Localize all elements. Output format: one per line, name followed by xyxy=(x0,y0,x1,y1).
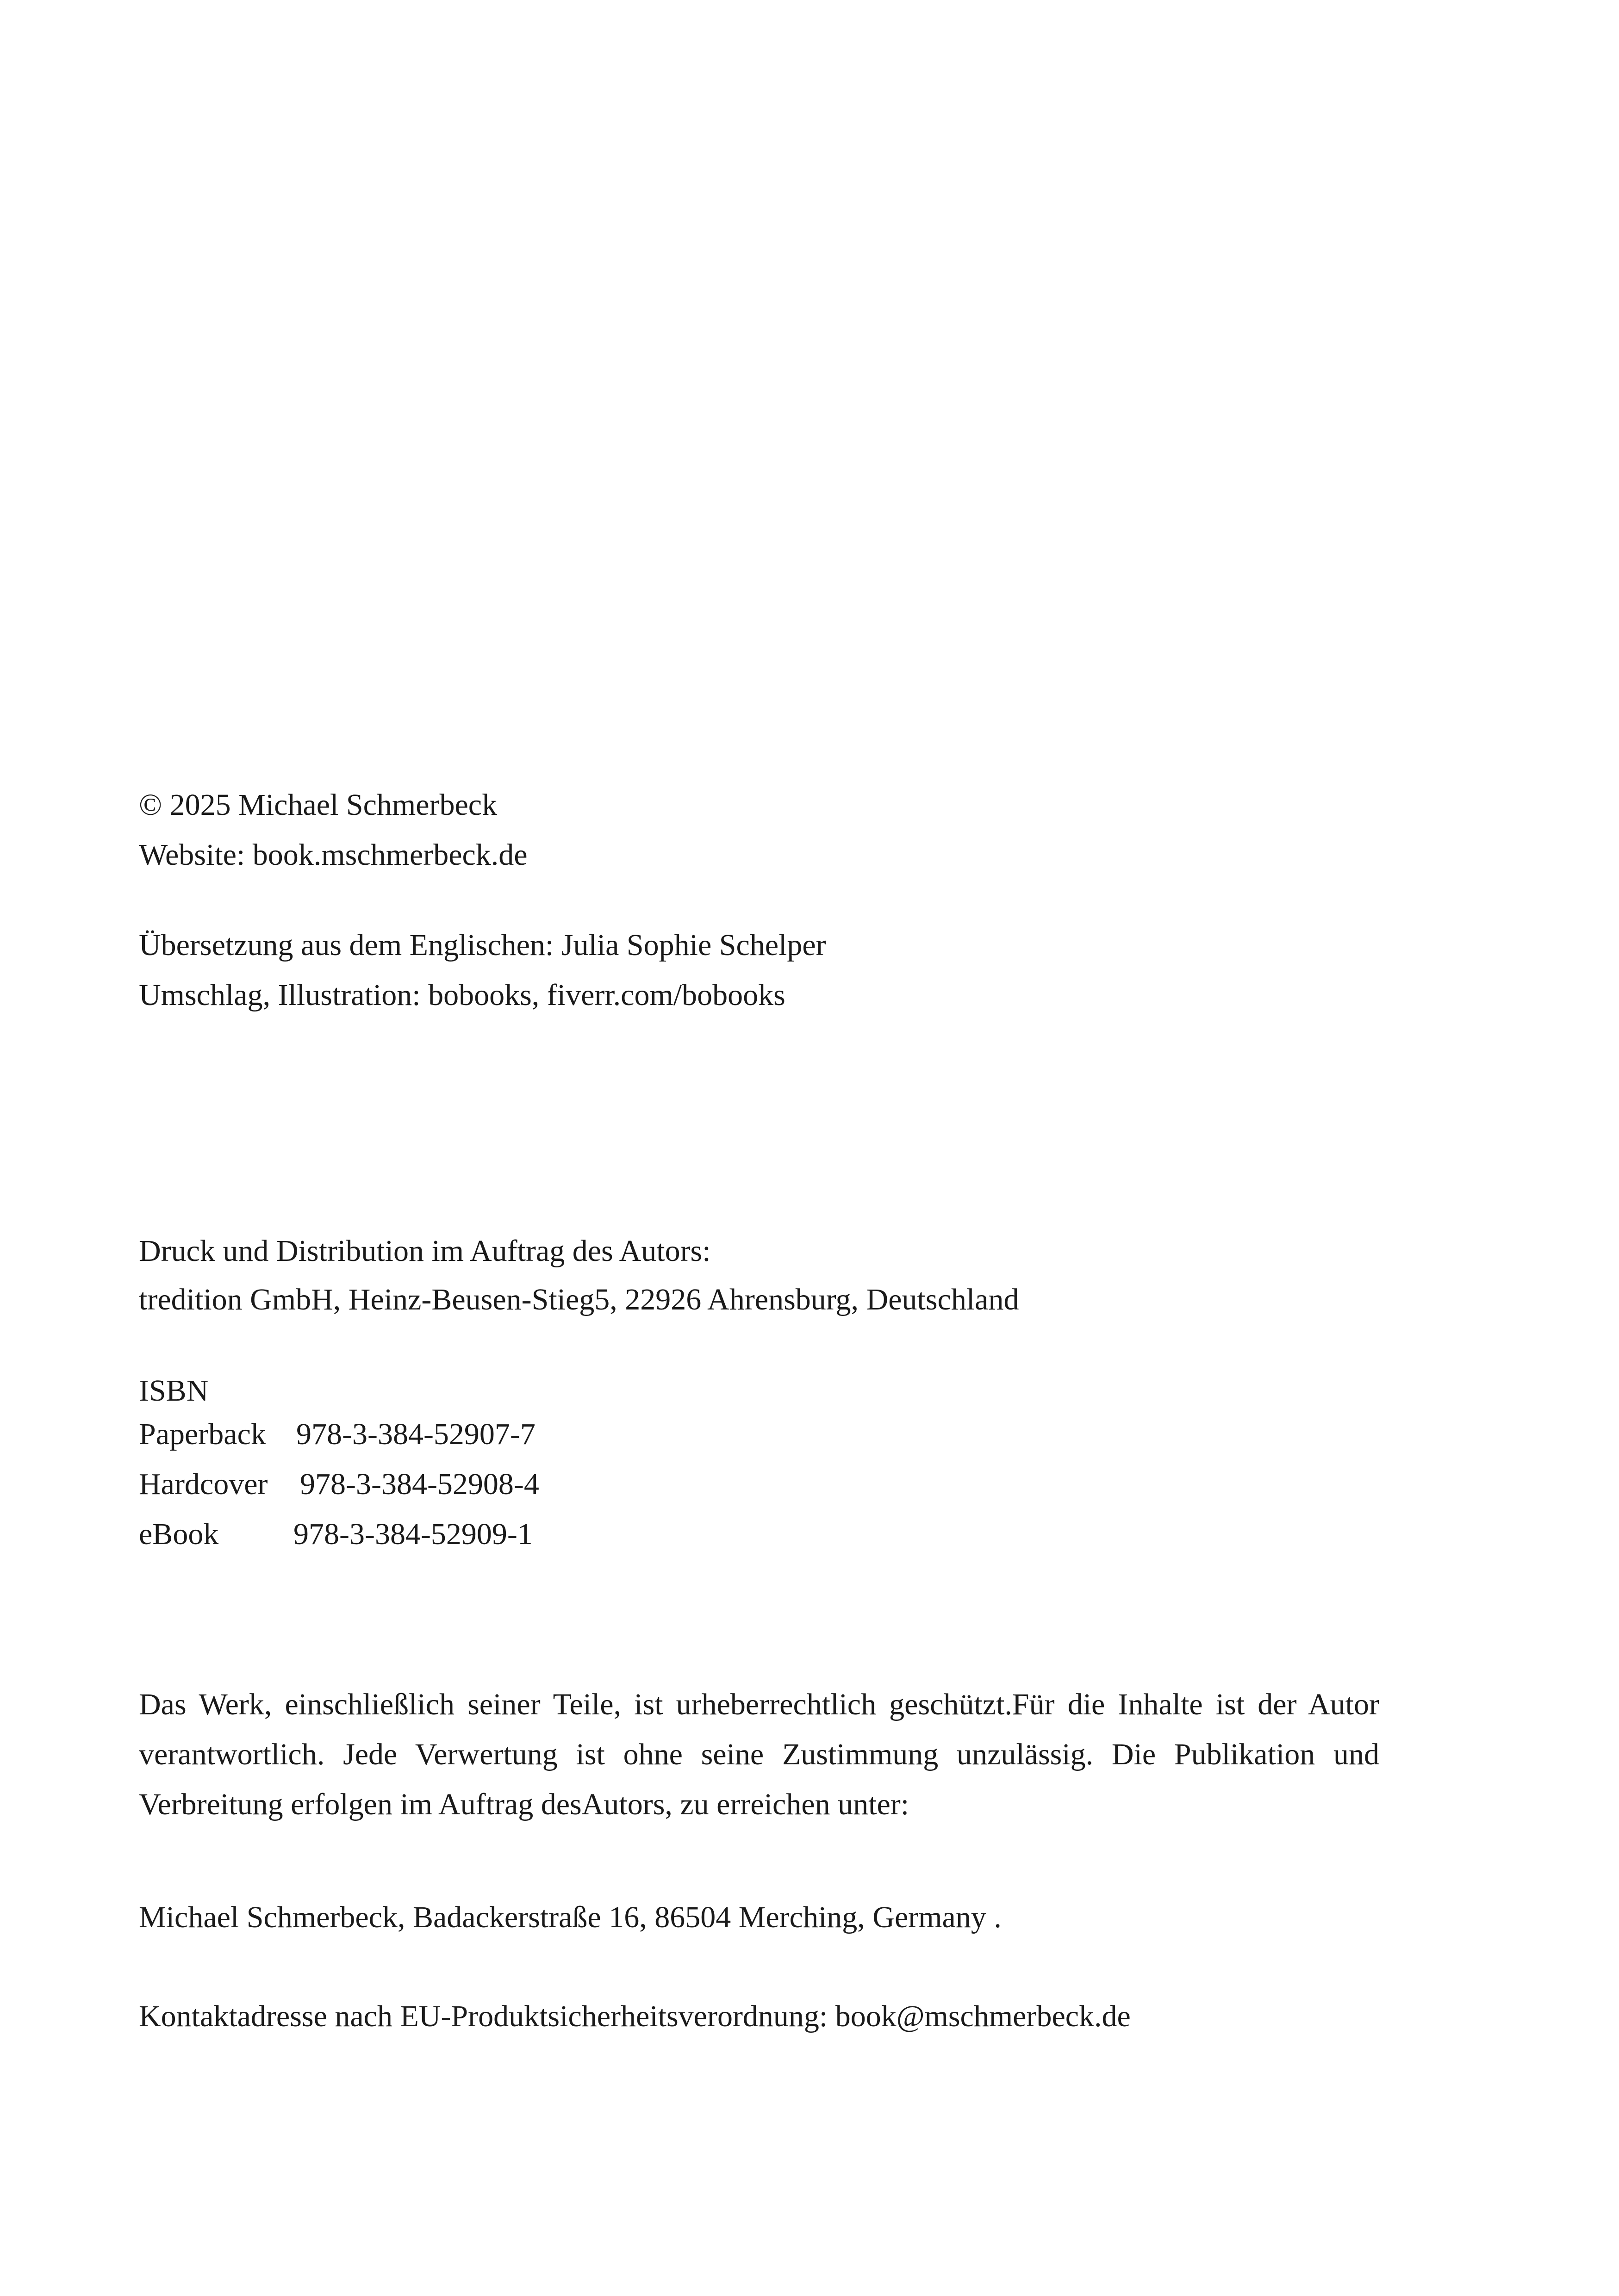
contact-address: Kontaktadresse nach EU-Produktsicherheitsverordnung: book@mschmerbeck.de xyxy=(139,1999,1131,2033)
isbn-row-hardcover xyxy=(139,1459,539,1509)
isbn-number: 978-3-384-52908-4 xyxy=(300,1467,539,1501)
author-address: Michael Schmerbeck, Badackerstraße 16, 86504 Merching, Germany . xyxy=(139,1900,1002,1934)
isbn-number: 978-3-384-52907-7 xyxy=(296,1417,536,1451)
copyright-line: © 2025 Michael Schmerbeck xyxy=(139,788,498,822)
isbn-number: 978-3-384-52909-1 xyxy=(293,1517,533,1551)
isbn-heading: ISBN xyxy=(139,1374,209,1408)
isbn-format-label: eBook xyxy=(139,1517,219,1551)
isbn-format-label: Hardcover xyxy=(139,1467,268,1501)
website-line: Website: book.mschmerbeck.de xyxy=(139,838,528,872)
legal-paragraph: Das Werk, einschließlich seiner Teile, ist urheberrechtlich geschützt.Für die Inhalte ist der Autor verantwortlich. Jede Verwertung ist ohne seine Zustimmung unzulässig. Die Publikation und Verbreitung erfolgen im Auftrag desAutors, zu erreichen unter: xyxy=(139,1688,1379,1821)
translation-credit: Übersetzung aus dem Englischen: Julia Sophie Schelper xyxy=(139,928,826,962)
printing-address: tredition GmbH, Heinz-Beusen-Stieg5, 22926 Ahrensburg, Deutschland xyxy=(139,1283,1019,1316)
isbn-list xyxy=(139,1409,539,1559)
isbn-row-ebook xyxy=(139,1509,539,1559)
isbn-format-label: Paperback xyxy=(139,1417,266,1451)
printing-heading: Druck und Distribution im Auftrag des Autors: xyxy=(139,1234,711,1268)
isbn-row-paperback xyxy=(139,1409,539,1459)
cover-credit: Umschlag, Illustration: bobooks, fiverr.com/bobooks xyxy=(139,978,785,1012)
